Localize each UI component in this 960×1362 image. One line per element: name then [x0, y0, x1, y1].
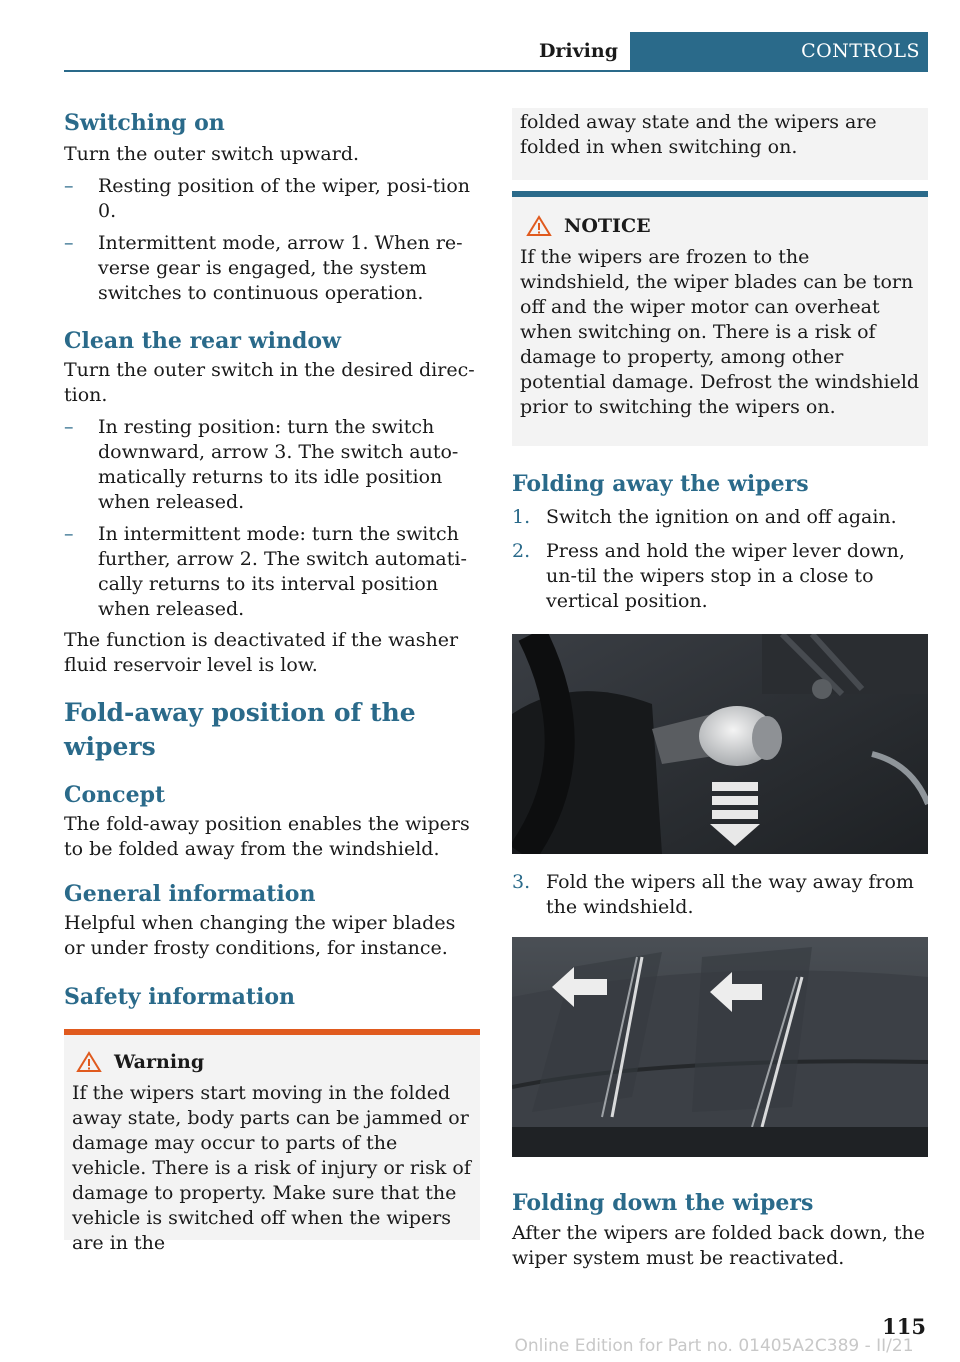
- list-item: 3. Fold the wipers all the way away from the windshield.: [512, 871, 914, 918]
- wiper-lever-illustration: [512, 634, 928, 854]
- clean-rear-list: [64, 415, 479, 622]
- warning-title: Warning: [114, 1051, 205, 1073]
- footer-edition: Online Edition for Part no. 01405A2C389 - II/21: [514, 1336, 914, 1356]
- windshield-illustration: [512, 937, 928, 1157]
- list-item: – In intermittent mode: turn the switch further, arrow 2. The switch automati-cally returns to its interval position when released.: [64, 523, 467, 620]
- clean-rear-outro: The function is deactivated if the washer fluid reservoir level is low.: [64, 629, 459, 676]
- list-item: 2. Press and hold the wiper lever down, un-til the wipers stop in a close to vertical position.: [512, 540, 905, 612]
- heading-concept: Concept: [64, 782, 166, 808]
- notice-title-row: [520, 213, 920, 239]
- dash-marker: –: [64, 175, 74, 197]
- list-item: – Resting position of the wiper, posi-tion 0.: [64, 175, 471, 222]
- step-number: 3.: [512, 871, 531, 893]
- warning-text: If the wipers start moving in the folded away state, body parts can be jammed or damage may occur to parts of the vehicle. There is a risk of injury or risk of damage to property. Make sure that the vehicle is switched off when the wipers are in the: [72, 1082, 471, 1254]
- heading-safety-info: Safety information: [64, 984, 296, 1010]
- heading-general-info: General information: [64, 881, 316, 907]
- warning-continued-body: [512, 108, 928, 180]
- step-number: 1.: [512, 506, 531, 528]
- page-number: 115: [882, 1314, 926, 1339]
- warning-box-continued: [512, 108, 928, 180]
- heading-fold-away: Fold-away position of the wipers: [64, 698, 416, 761]
- general-info-text: Helpful when changing the wiper blades or under frosty conditions, for instance.: [64, 912, 456, 959]
- warning-box: [64, 1029, 480, 1254]
- warning-triangle-icon: [76, 1051, 102, 1073]
- header-rule: [64, 70, 928, 72]
- clean-rear-intro: Turn the outer switch in the desired direc-tion.: [64, 359, 475, 406]
- folding-down-section: [512, 1188, 928, 1271]
- list-item: – Intermittent mode, arrow 1. When re-verse gear is engaged, the system switches to continuous operation.: [64, 232, 463, 304]
- dash-marker: –: [64, 232, 74, 254]
- dash-marker: –: [64, 523, 74, 545]
- left-column: [64, 108, 479, 1012]
- heading-clean-rear: Clean the rear window: [64, 328, 341, 354]
- folding-away-section: [512, 469, 928, 614]
- wiper-lever-photo: [512, 634, 928, 854]
- switching-on-list: [64, 174, 479, 306]
- concept-text: The fold-away position enables the wipers to be folded away from the windshield.: [64, 813, 470, 860]
- step-number: 2.: [512, 540, 531, 562]
- folding-down-text: After the wipers are folded back down, the wiper system must be reactivated.: [512, 1222, 926, 1269]
- header-section: Driving: [538, 40, 618, 62]
- notice-triangle-icon: [526, 215, 552, 237]
- warning-box-body: [64, 1035, 480, 1254]
- windshield-photo: [512, 937, 928, 1157]
- warning-title-row: [72, 1049, 472, 1075]
- list-item: – In resting position: turn the switch downward, arrow 3. The switch auto-matically returns to its idle position when released.: [64, 416, 459, 513]
- step-three: [512, 870, 928, 920]
- notice-text: If the wipers are frozen to the windshield, the wiper blades can be torn off and the wiper motor can overheat when switching on. There is a risk of damage to property, among other potential damage. Defrost the windshield prior to switching the wipers on.: [520, 246, 920, 418]
- switching-on-intro: Turn the outer switch upward.: [64, 143, 360, 165]
- notice-box: [512, 191, 928, 446]
- notice-box-body: [512, 197, 928, 446]
- heading-folding-down: Folding down the wipers: [512, 1190, 814, 1216]
- notice-title: NOTICE: [564, 215, 651, 237]
- warning-continued-text: folded away state and the wipers are folded in when switching on.: [520, 111, 877, 158]
- heading-switching-on: Switching on: [64, 110, 225, 136]
- list-item: 1. Switch the ignition on and off again.: [512, 506, 897, 528]
- dash-marker: –: [64, 416, 74, 438]
- header-chapter: CONTROLS: [630, 32, 928, 70]
- heading-folding-away: Folding away the wipers: [512, 471, 809, 497]
